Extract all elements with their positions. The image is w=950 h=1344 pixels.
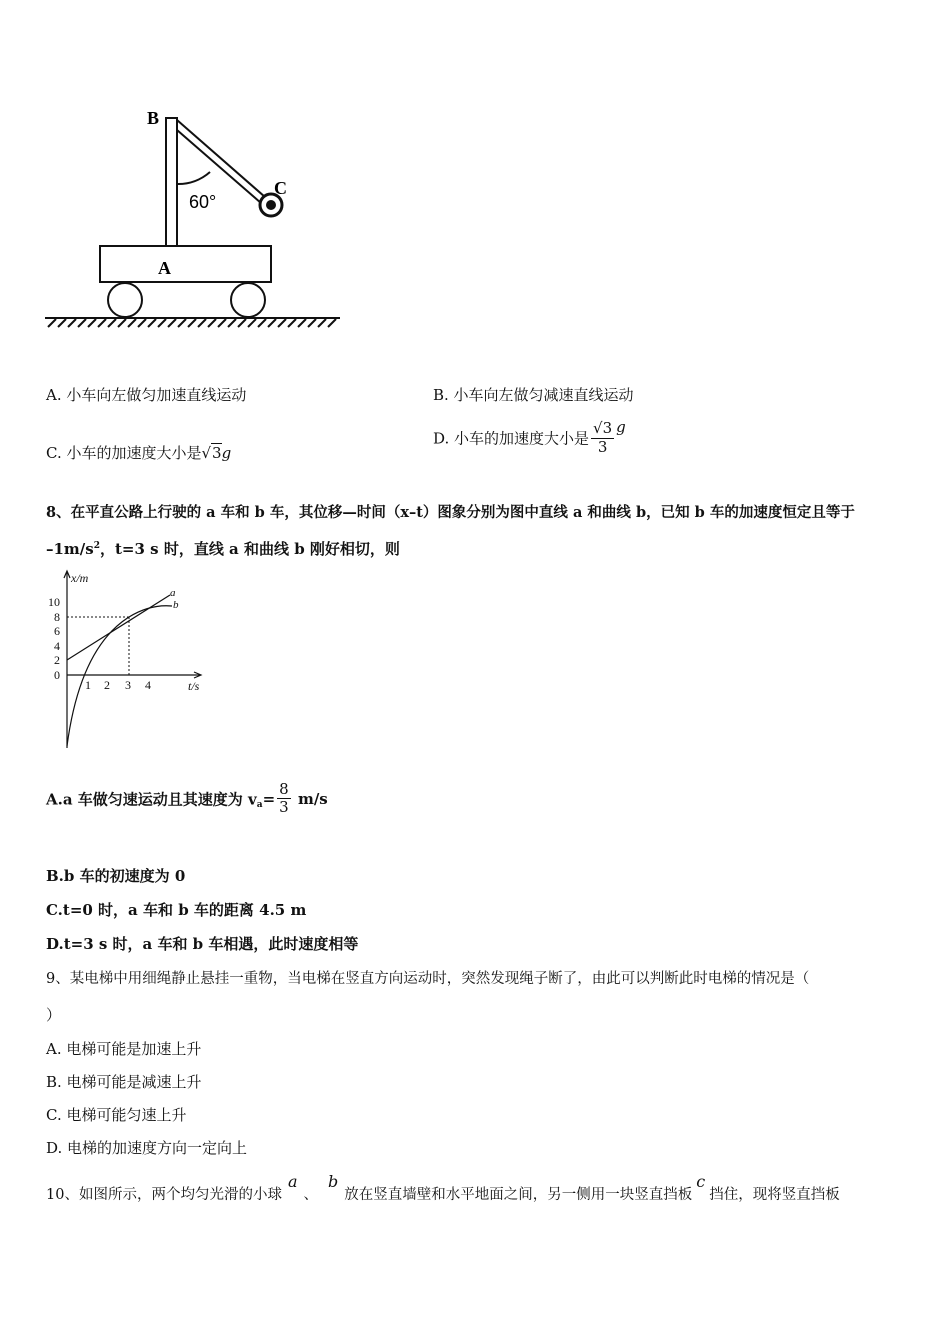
q8-stem-line2 xyxy=(46,538,400,559)
q9-stem-line2: ） xyxy=(46,1006,62,1024)
q8-acc-value: –1m/s xyxy=(46,540,94,558)
q7-option-d-prefix: D. 小车的加速度大小是 xyxy=(433,429,590,448)
label-a: A xyxy=(158,258,171,278)
q8-stem-line1: 8、在平直公路上行驶的 a 车和 b 车，其位移—时间（x–t）图象分别为图中直线 a 和曲线 b，已知 b 车的加速度恒定且等于 xyxy=(46,504,855,521)
q8-option-a-num: 8 xyxy=(279,780,289,798)
y-tick: 10 xyxy=(48,595,60,609)
q10-sep: 、 xyxy=(303,1187,318,1203)
q10-stem xyxy=(46,1172,840,1204)
q8-option-d[interactable]: D.t=3 s 时，a 车和 b 车相遇，此时速度相等 xyxy=(46,935,359,953)
q9-option-a[interactable]: A. 电梯可能是加速上升 xyxy=(46,1040,202,1058)
x-tick: 2 xyxy=(104,678,110,692)
x-axis-label: t/s xyxy=(188,679,200,693)
y-tick: 8 xyxy=(54,610,60,624)
sqrt-sign: √ xyxy=(201,444,212,462)
x-tick: 3 xyxy=(125,678,131,692)
q8-option-a-fraction xyxy=(277,781,291,817)
ball-c-inner xyxy=(266,200,276,210)
label-c: C xyxy=(274,178,287,198)
q9-option-b[interactable]: B. 电梯可能是减速上升 xyxy=(46,1073,202,1091)
wheel-left xyxy=(108,283,142,317)
q10-var-c: c xyxy=(696,1172,706,1191)
curve-b-label: b xyxy=(173,599,179,611)
q10-var-b: b xyxy=(328,1172,339,1191)
q7-option-c-sqrt: 3 xyxy=(212,444,222,462)
cart-pendulum-figure xyxy=(40,100,350,335)
xt-graph xyxy=(40,568,220,753)
q10-middle: 放在竖直墙壁和水平地面之间，另一侧用一块竖直挡板 xyxy=(344,1187,693,1203)
q10-prefix: 10、如图所示，两个均匀光滑的小球 xyxy=(46,1187,282,1203)
q7-option-c[interactable] xyxy=(46,442,231,463)
q8-option-a-eq: = xyxy=(262,789,276,808)
q7-option-d[interactable] xyxy=(433,418,626,456)
q8-option-a[interactable] xyxy=(46,781,328,817)
y-tick: 0 xyxy=(54,668,60,682)
q10-suffix: 挡住，现将竖直挡板 xyxy=(709,1187,840,1203)
y-tick: 6 xyxy=(54,624,60,638)
q7-option-b[interactable]: B. 小车向左做匀减速直线运动 xyxy=(433,386,634,404)
q7-option-c-prefix: C. 小车的加速度大小是 xyxy=(46,444,202,462)
q8-option-a-den: 3 xyxy=(279,798,289,817)
wheel-right xyxy=(231,283,265,317)
y-tick: 2 xyxy=(54,653,60,667)
q8-stem-tail: ，t=3 s 时，直线 a 和曲线 b 刚好相切，则 xyxy=(100,540,400,558)
angle-label: 60° xyxy=(189,192,217,212)
q8-option-a-prefix: A.a 车做匀速运动且其速度为 v xyxy=(46,790,257,809)
q7-option-d-fraction xyxy=(591,420,614,456)
y-axis-label: x/m xyxy=(71,571,89,585)
q8-option-c[interactable]: C.t=0 时，a 车和 b 车的距离 4.5 m xyxy=(46,901,307,919)
q8-option-b[interactable]: B.b 车的初速度为 0 xyxy=(46,867,186,885)
y-tick: 4 xyxy=(54,639,60,653)
line-a xyxy=(67,595,170,660)
x-tick: 4 xyxy=(145,678,151,692)
q9-option-c[interactable]: C. 电梯可能匀速上升 xyxy=(46,1106,187,1124)
vertical-pole xyxy=(166,118,177,246)
q7-option-c-g: g xyxy=(221,444,232,462)
q8-option-a-unit: m/s xyxy=(297,789,328,808)
q8-acc-exp: 2 xyxy=(93,541,100,551)
q7-option-d-g: g xyxy=(616,418,626,436)
q7-option-d-den: 3 xyxy=(597,437,608,456)
q9-stem-line1: 9、某电梯中用细绳静止悬挂一重物，当电梯在竖直方向运动时，突然发现绳子断了，由此可以判断此时电梯的情况是（ xyxy=(46,971,810,987)
q9-option-d[interactable]: D. 电梯的加速度方向一定向上 xyxy=(46,1139,248,1157)
ground-hatch xyxy=(48,319,336,327)
q8-option-a-sub: a xyxy=(256,799,263,810)
q10-var-a: a xyxy=(287,1172,298,1191)
cart-body xyxy=(100,246,271,282)
label-b: B xyxy=(147,108,160,128)
q7-option-a[interactable]: A. 小车向左做匀加速直线运动 xyxy=(46,386,247,404)
q7-option-d-num: √3 xyxy=(593,419,613,438)
x-tick: 1 xyxy=(85,678,91,692)
angle-arc xyxy=(177,172,210,184)
curve-a-label: a xyxy=(170,587,176,599)
